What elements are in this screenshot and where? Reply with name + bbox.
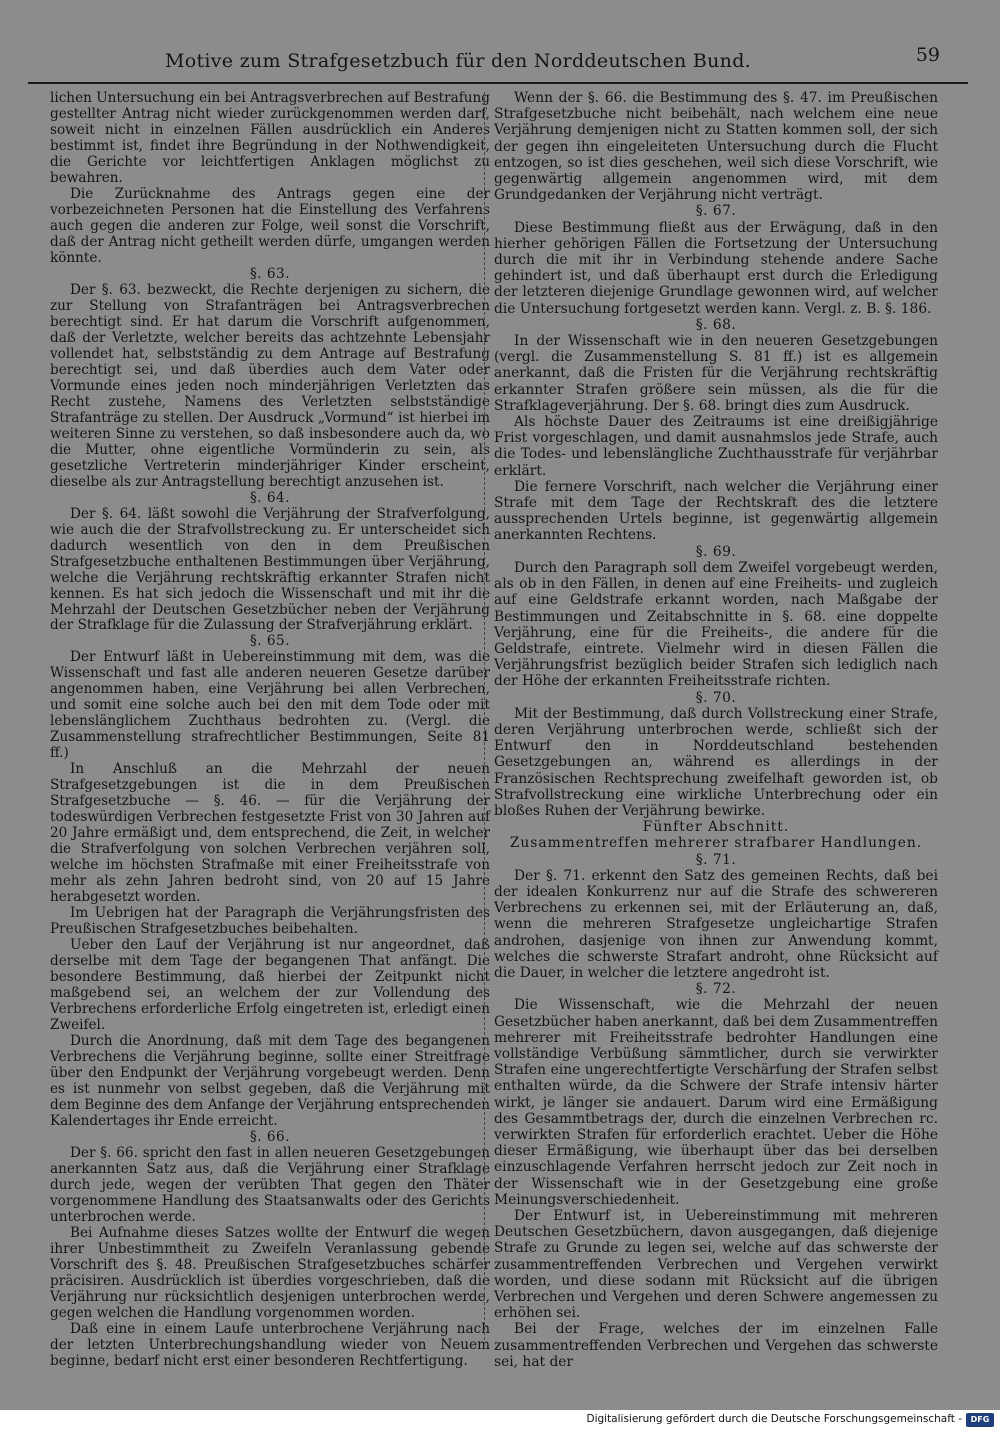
section-heading: §. 70.: [695, 689, 737, 706]
page-number: 59: [915, 44, 940, 66]
paragraph: Der Entwurf läßt in Uebereinstimmung mit dem, was die Wissenschaft und fast alle anderen neueren Gesetze darüber angenommen haben, eine Verjährung bei allen Verbrechen, und somit eine solche auch bei den mit dem Tode oder mit lebenslänglichem Zuchthaus bedrohten zu. (Vergl. die Zusammenstellung strafrechtlicher Bestimmungen, Seite 81 ff.): [50, 649, 490, 762]
footer-credit: Digitalisierung gefördert durch die Deutsche Forschungsgemeinschaft -: [586, 1413, 962, 1425]
chapter-heading: Fünfter Abschnitt.: [642, 819, 790, 836]
paragraph: Durch die Anordnung, daß mit dem Tage des begangenen Verbrechens die Verjährung beginne, sollte einer Streitfrage über den Endpunkt der Verjährung vorgebeugt werden. Denn es ist nunmehr von selbst gegeben, daß die Verjährung mit dem Beginne des dem Anfange der Verjährung entsprechenden Kalendertages ihr Ende erreicht.: [50, 1033, 490, 1129]
paragraph: Durch den Paragraph soll dem Zweifel vorgebeugt werden, als ob in den Fällen, in denen auf eine Freiheits- und zugleich auf eine Geldstrafe erkannt worden, nach Maßgabe der Bestimmungen und Zeitabschnitte in §. 68. eine doppelte Verjährung, eine für die Freiheits-, die andere für die Geldstrafe, eintrete. Vielmehr wird in diesen Fällen die Verjährungsfrist bezüglich beider Strafen sich lediglich nach der Höhe der erkannten Freiheitsstrafe richten.: [494, 559, 938, 690]
section-heading: §. 64.: [249, 489, 291, 506]
paragraph: In der Wissenschaft wie in den neueren Gesetzgebungen (vergl. die Zusammenstellung S. 81 ff.) ist es allgemein anerkannt, daß die Fristen für die Verjährung rechtskräftig erkannter Strafen größere sein müssen, als die für die Strafklageverjährung. Der §. 68. bringt dies zum Ausdruck.: [494, 333, 938, 414]
section-heading: §. 63.: [249, 265, 291, 282]
paragraph: lichen Untersuchung ein bei Antragsverbrechen auf Bestrafung gestellter Antrag nicht wieder zurückgenommen werden darf, soweit nicht in einzelnen Fällen ausdrücklich ein Anderes bestimmt ist, findet ihre Begründung in der Nothwendigkeit, die Gerichte vor leichtfertigen Anklagen möglichst zu bewahren.: [50, 90, 490, 186]
section-heading: §. 71.: [695, 851, 737, 868]
dfg-logo: DFG: [966, 1413, 994, 1427]
section-heading: §. 69.: [695, 543, 737, 560]
paragraph: In Anschluß an die Mehrzahl der neuen Strafgesetzgebungen ist die in dem Preußischen Strafgesetzbuche — §. 46. — für die Verjährung der todeswürdigen Verbrechen festgesetzte Frist von 30 Jahren auf 20 Jahre ermäßigt und, dem entsprechend, die Zeit, in welcher die Strafverfolgung von solchen Verbrechen verjähren soll, welche im höchsten Strafmaße mit einer Freiheitsstrafe von mehr als zehn Jahren bedroht sind, von 20 auf 15 Jahre herabgesetzt worden.: [50, 761, 490, 906]
left-column: [50, 90, 490, 1369]
paragraph: Diese Bestimmung fließt aus der Erwägung, daß in den hierher gehörigen Fällen die Fortsetzung der Untersuchung durch die mit ihr in Verbindung stehende andere Sache gehindert ist, und daß überhaupt erst durch die Erledigung der letzteren diejenige Grundlage gewonnen wird, auf welcher die Untersuchung fortgesetzt werden kann. Vergl. z. B. §. 186.: [494, 219, 938, 317]
paragraph: Die fernere Vorschrift, nach welcher die Verjährung einer Strafe mit dem Tage der Rechtskraft des die letztere aussprechenden Urtels beginne, ist gegenwärtig allgemein anerkannten Rechtens.: [494, 478, 938, 544]
footer-bar: [0, 1410, 1000, 1432]
paragraph: Der §. 63. bezweckt, die Rechte derjenigen zu sichern, die zur Stellung von Strafanträgen bei Antragsverbrechen berechtigt sind. Er hat darum die Vorschrift aufgenommen, daß der Verletzte, welcher bereits das achtzehnte Lebensjahr vollendet hat, selbstständig zu dem Antrage auf Bestrafung berechtigt sei, und daß überdies auch dem Vater oder Vormunde eines jeden noch minderjährigen Verletzten das Recht zustehe, Namens des Verletzten selbstständige Strafanträge zu stellen. Der Ausdruck „Vormund“ ist hierbei im weiteren Sinne zu verstehen, so daß insbesondere auch da, wo die Mutter, ohne eigentliche Vormünderin zu sein, als gesetzliche Vertreterin minderjähriger Kinder erscheint, dieselbe als zur Antragstellung berechtigt anzusehen ist.: [50, 281, 490, 490]
page-header: [28, 42, 968, 84]
right-column: [494, 90, 938, 1370]
paragraph: Daß eine in einem Laufe unterbrochene Verjährung nach der letzten Unterbrechungshandlung wieder von Neuem beginne, bedarf nicht erst einer besonderen Rechtfertigung.: [50, 1320, 490, 1369]
paragraph: Der §. 66. spricht den fast in allen neueren Gesetzgebungen anerkannten Satz aus, daß die Verjährung einer Strafklage durch jede, wegen der verübten That gegen den Thäter vorgenommene Handlung des Staatsanwalts oder des Gerichts unterbrochen werde.: [50, 1144, 490, 1225]
paragraph: Der Entwurf ist, in Uebereinstimmung mit mehreren Deutschen Gesetzbüchern, davon ausgegangen, daß diejenige Strafe zu Grunde zu legen sei, welche auf das schwerste der zusammentreffenden Verbrechen und Vergehen verwirkt worden, und diese sodann mit Rücksicht auf die übrigen Verbrechen und Vergehen und deren Schwere angemessen zu erhöhen sei.: [494, 1208, 938, 1322]
section-heading: §. 67.: [695, 203, 737, 220]
paragraph: Der §. 64. läßt sowohl die Verjährung der Strafverfolgung, wie auch die der Strafvollstreckung zu. Er unterscheidet sich dadurch wesentlich von den in dem Preußischen Strafgesetzbuche enthaltenen Bestimmungen über Verjährung, welche die Verjährung rechtskräftig erkannter Strafen nicht kennen. Es hat sich jedoch die Wissenschaft und mit ihr die Mehrzahl der Deutschen Gesetzbücher neben der Verjährung der Strafklage für die Zulassung der Strafverjährung erklärt.: [50, 505, 490, 634]
paragraph: Die Zurücknahme des Antrags gegen eine der vorbezeichneten Personen hat die Einstellung des Verfahrens auch gegen die anderen zur Folge, weil sonst die Vorschrift, daß der Antrag nicht getheilt werden dürfe, umgangen werden könnte.: [50, 185, 490, 266]
paragraph: Wenn der §. 66. die Bestimmung des §. 47. im Preußischen Strafgesetzbuche nicht beibehält, nach welchem eine neue Verjährung demjenigen nicht zu Statten kommen soll, der sich der gegen ihn eingeleiteten Untersuchung durch die Flucht entzogen, so ist dies geschehen, weil sich diese Vorschrift, wie gegenwärtig allgemein angenommen wird, mit dem Grundgedanken der Verjährung nicht verträgt.: [494, 90, 938, 204]
paragraph: Im Uebrigen hat der Paragraph die Verjährungsfristen des Preußischen Strafgesetzbuches beibehalten.: [50, 905, 490, 938]
section-heading: §. 68.: [695, 316, 737, 333]
section-heading: §. 66.: [249, 1128, 291, 1145]
paragraph: Mit der Bestimmung, daß durch Vollstreckung einer Strafe, deren Verjährung unterbrochen werde, schließt sich der Entwurf den in Norddeutschland bestehenden Gesetzgebungen an, während es allerdings in der Französischen Rechtsprechung zweifelhaft geworden ist, ob Strafvollstreckung eine wirkliche Unterbrechung oder ein bloßes Ruhen der Verjährung bewirke.: [494, 705, 938, 819]
paragraph: Ueber den Lauf der Verjährung ist nur angeordnet, daß derselbe mit dem Tage der begangenen That anfängt. Die besondere Bestimmung, daß hierbei der Zeitpunkt nicht maßgebend sei, an welchem der zur Vollendung des Verbrechens erforderliche Erfolg eingetreten ist, erledigt einen Zweifel.: [50, 937, 490, 1034]
column-divider: [484, 92, 485, 1340]
paragraph: Der §. 71. erkennt den Satz des gemeinen Rechts, daß bei der idealen Konkurrenz nur auf die Strafe des schwereren Verbrechens zu erkennen sei, mit der Erläuterung an, daß, wenn die mehreren Strafgesetze ungleichartige Strafen androhen, dasjenige von ihnen zur Anwendung kommt, welches die schwerste Strafart androht, ohne Rücksicht auf die Dauer, in welcher die letztere angedroht ist.: [494, 867, 938, 981]
paragraph: Bei Aufnahme dieses Satzes wollte der Entwurf die wegen ihrer Unbestimmtheit zu Zweifeln Veranlassung gebende Vorschrift des §. 48. Preußischen Strafgesetzbuches schärfer präcisiren. Ausdrücklich ist überdies vorgeschrieben, daß die Verjährung nur rücksichtlich desjenigen unterbrochen werde, gegen welchen die Handlung vorgenommen worden.: [50, 1224, 490, 1321]
paragraph: Bei der Frage, welches der im einzelnen Falle zusammentreffenden Verbrechen und Vergehen das schwerste sei, hat der: [494, 1321, 938, 1370]
section-heading: §. 65.: [249, 633, 291, 650]
running-title: Motive zum Strafgesetzbuch für den Norddeutschen Bund.: [164, 50, 752, 72]
chapter-heading: Zusammentreffen mehrerer strafbarer Handlungen.: [509, 835, 923, 852]
section-heading: §. 72.: [695, 981, 737, 998]
paragraph: Als höchste Dauer des Zeitraums ist eine dreißigjährige Frist vorgeschlagen, und damit ausnahmslos jede Strafe, auch die Todes- und lebenslängliche Zuchthausstrafe für verjährbar erklärt.: [494, 414, 938, 479]
paragraph: Die Wissenschaft, wie die Mehrzahl der neuen Gesetzbücher haben anerkannt, daß bei dem Zusammentreffen mehrerer mit Freiheitsstrafe bedrohter Handlungen eine vollständige Verbüßung sämmtlicher, durch sie verwirkter Strafen eine ungerechtfertigte Verschärfung der Strafen selbst enthalten würde, da die Schwere der Strafe intensiv härter wirkt, je länger sie andauert. Darum wird eine Ermäßigung des Gesammtbetrags der, durch die einzelnen Verbrechen rc. verwirkten Strafen für erforderlich erachtet. Ueber die Höhe dieser Ermäßigung, wie überhaupt über das bei derselben einzuschlagende Verfahren herrscht jedoch zur Zeit noch in der Wissenschaft wie in der Gesetzgebung eine große Meinungsverschiedenheit.: [494, 997, 938, 1208]
